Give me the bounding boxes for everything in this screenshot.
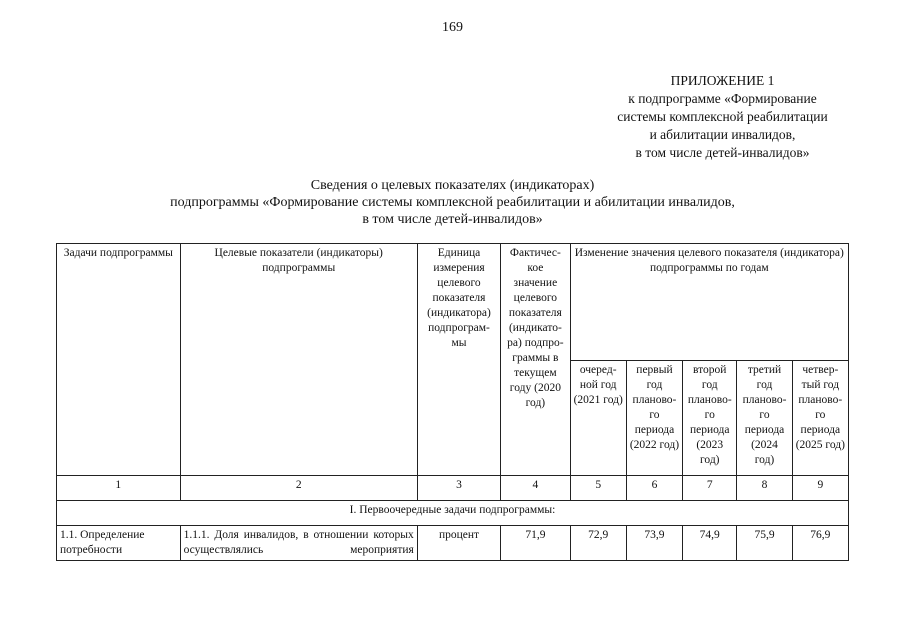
section-title: I. Первоочередные задачи подпрограммы: [57,501,849,526]
indicator-cell: 1.1.1. Доля инвалидов, в отношении которых осуществлялись мероприятия [180,526,417,561]
appendix-line: и абилитации инвалидов, [649,127,796,142]
document-title-line: Сведения о целевых показателях (индикаторах) [310,178,595,193]
table-row [57,526,849,561]
column-number-row [57,476,849,501]
unit-cell: процент [417,526,500,561]
header-tasks: Задачи подпрограммы [57,244,181,476]
column-number: 3 [417,476,500,501]
document-title-line: подпрограммы «Формирование системы комплексной реабилитации и абилитации инвалидов, [170,195,735,210]
header-indicators: Целевые показатели (индикаторы) подпрограммы [180,244,417,476]
header-year-2022: первый год планово-го периода (2022 год) [626,361,682,476]
value-2025-cell: 76,9 [792,526,848,561]
appendix-line: к подпрограмме «Формирование [628,91,817,106]
column-number: 6 [626,476,682,501]
header-year-2021: очеред-ной год (2021 год) [570,361,626,476]
column-number: 4 [501,476,570,501]
value-2021-cell: 72,9 [570,526,626,561]
header-change-by-year: Изменение значения целевого показателя (индикатора) подпрограммы по годам [570,244,848,361]
appendix-line: системы комплексной реабилитации [617,109,828,124]
column-number: 9 [792,476,848,501]
page-number: 169 [442,20,463,35]
section-row [57,501,849,526]
column-number: 5 [570,476,626,501]
column-number: 2 [180,476,417,501]
header-actual-value: Фактичес-кое значение целевого показателя (индикато-ра) подпро-граммы в текущем году (2020 год) [501,244,570,476]
indicators-table [56,243,849,561]
actual-value-cell: 71,9 [501,526,570,561]
value-2024-cell: 75,9 [737,526,792,561]
header-unit: Единица измерения целевого показателя (индикатора) подпрограм-мы [417,244,500,476]
column-number: 8 [737,476,792,501]
document-title [0,177,905,228]
column-number: 7 [683,476,737,501]
value-2023-cell: 74,9 [683,526,737,561]
header-year-2023: второй год планово-го периода (2023 год) [683,361,737,476]
document-title-line: в том числе детей-инвалидов» [362,212,543,227]
header-year-2025: четвер-тый год планово-го периода (2025 год) [792,361,848,476]
task-cell: 1.1. Определение потребности [57,526,181,561]
appendix-line: в том числе детей-инвалидов» [635,145,810,160]
value-2022-cell: 73,9 [626,526,682,561]
column-number: 1 [57,476,181,501]
appendix-title: ПРИЛОЖЕНИЕ 1 [670,73,775,88]
header-year-2024: третий год планово-го периода (2024 год) [737,361,792,476]
appendix-block [590,72,855,162]
